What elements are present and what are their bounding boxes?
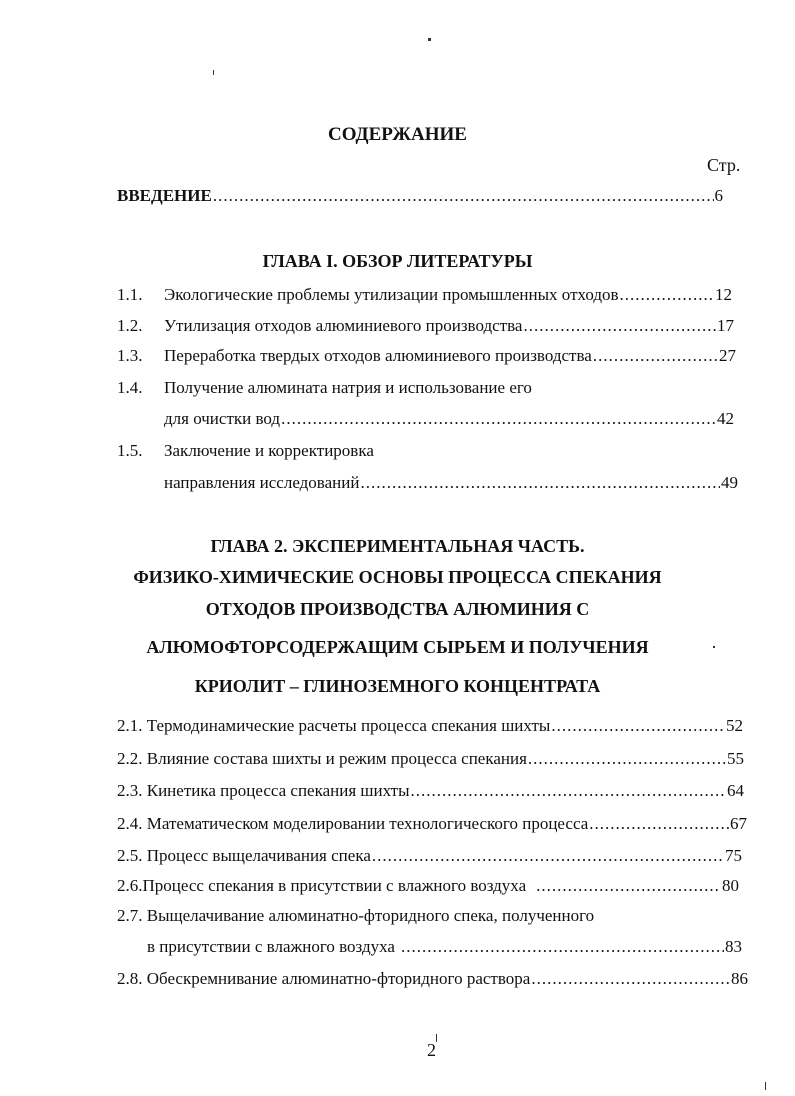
toc-item-page: 27 [719, 346, 736, 365]
toc-item-2-5[interactable] [117, 846, 742, 866]
toc-intro-text: ВВЕДЕНИЕ [117, 186, 212, 205]
toc-item-2-7[interactable] [147, 937, 742, 957]
toc-item-2-1[interactable] [117, 716, 743, 736]
toc-item-page: 67 [730, 814, 747, 833]
leader-dots [536, 876, 721, 896]
scan-speck [765, 1082, 766, 1090]
toc-item-number: 1.3. [117, 346, 143, 365]
leader-dots [401, 937, 724, 957]
leader-dots [372, 846, 724, 866]
leader-dots [281, 409, 716, 429]
page-column-label: Стр. [707, 155, 741, 175]
page-title: СОДЕРЖАНИЕ [328, 124, 467, 145]
toc-item-text: Утилизация отходов алюминиевого производства [164, 316, 523, 335]
toc-item-1-2[interactable] [164, 316, 734, 336]
toc-item-text: направления исследований [164, 473, 360, 492]
leader-dots [213, 186, 714, 206]
toc-item-2-8[interactable] [117, 969, 748, 989]
toc-item-page: 75 [725, 846, 742, 865]
toc-item-1-5[interactable] [164, 473, 738, 493]
toc-item-text: 2.1. Термодинамические расчеты процесса спекания шихты [117, 716, 551, 735]
toc-item-1-1[interactable] [164, 285, 732, 305]
toc-item-text: для очистки вод [164, 409, 281, 428]
chapter2-title-line: КРИОЛИТ – ГЛИНОЗЕМНОГО КОНЦЕНТРАТА [194, 676, 601, 696]
toc-item-number: 1.5. [117, 441, 143, 460]
toc-item-text: 2.3. Кинетика процесса спекания шихты [117, 781, 410, 800]
toc-item-page: 52 [726, 716, 743, 735]
toc-item-page: 83 [725, 937, 742, 956]
leader-dots [589, 814, 729, 834]
toc-item-page: 64 [727, 781, 744, 800]
chapter1-title: ГЛАВА I. ОБЗОР ЛИТЕРАТУРЫ [262, 251, 533, 271]
toc-item-text: Экологические проблемы утилизации промышленных отходов [164, 285, 619, 304]
scan-speck [213, 70, 214, 75]
toc-item-number: 1.4. [117, 378, 143, 397]
leader-dots [551, 716, 725, 736]
leader-dots [411, 781, 726, 801]
toc-item-2-4[interactable] [117, 814, 747, 834]
toc-item-page: 55 [727, 749, 744, 768]
toc-item-text: в присутствии с влажного воздуха [147, 937, 395, 956]
toc-item-number: 1.2. [117, 316, 143, 335]
chapter2-title-line: АЛЮМОФТОРСОДЕРЖАЩИМ СЫРЬЕМ И ПОЛУЧЕНИЯ [146, 637, 649, 657]
toc-item-1-3[interactable] [164, 346, 736, 366]
toc-item-2-2[interactable] [117, 749, 744, 769]
toc-item-page: 80 [722, 876, 739, 895]
leader-dots [523, 316, 716, 336]
toc-item-1-4[interactable] [164, 409, 734, 429]
scan-speck [428, 38, 431, 41]
toc-item-page: 12 [715, 285, 732, 304]
leader-dots [593, 346, 718, 366]
page-number: 2 [427, 1040, 436, 1060]
scan-speck [436, 1034, 437, 1042]
toc-item-text: 2.2. Влияние состава шихты и режим процесса спекания [117, 749, 527, 768]
leader-dots [620, 285, 714, 305]
toc-item-text-line1[interactable]: Получение алюмината натрия и использование его [164, 378, 532, 397]
toc-item-text-line1[interactable]: 2.7. Выщелачивание алюминатно-фторидного спека, полученного [117, 906, 595, 925]
leader-dots [531, 969, 730, 989]
toc-item-number: 1.1. [117, 285, 143, 304]
toc-item-2-3[interactable] [117, 781, 744, 801]
chapter2-title-line: ФИЗИКО-ХИМИЧЕСКИЕ ОСНОВЫ ПРОЦЕССА СПЕКАНИЯ [133, 567, 662, 587]
toc-item-text: 2.5. Процесс выщелачивания спека [117, 846, 371, 865]
chapter2-title-line: ГЛАВА 2. ЭКСПЕРИМЕНТАЛЬНАЯ ЧАСТЬ. [210, 536, 585, 556]
toc-item-page: 17 [717, 316, 734, 335]
toc-intro[interactable] [117, 186, 723, 206]
toc-item-page: 86 [731, 969, 748, 988]
leader-dots [528, 749, 726, 769]
toc-item-text: 2.8. Обескремнивание алюминатно-фторидного раствора [117, 969, 531, 988]
leader-dots [360, 473, 720, 493]
toc-intro-page: 6 [714, 186, 723, 205]
chapter2-title-line: ОТХОДОВ ПРОИЗВОДСТВА АЛЮМИНИЯ С [205, 599, 590, 619]
toc-item-page: 49 [721, 473, 738, 492]
toc-item-2-6[interactable] [117, 876, 739, 896]
toc-item-text-line1[interactable]: Заключение и корректировка [164, 441, 374, 460]
toc-item-page: 42 [717, 409, 734, 428]
toc-item-text: 2.6.Процесс спекания в присутствии с влажного воздуха [117, 876, 527, 895]
toc-item-text: 2.4. Математическом моделировании технологического процесса [117, 814, 589, 833]
toc-item-text: Переработка твердых отходов алюминиевого производства [164, 346, 592, 365]
